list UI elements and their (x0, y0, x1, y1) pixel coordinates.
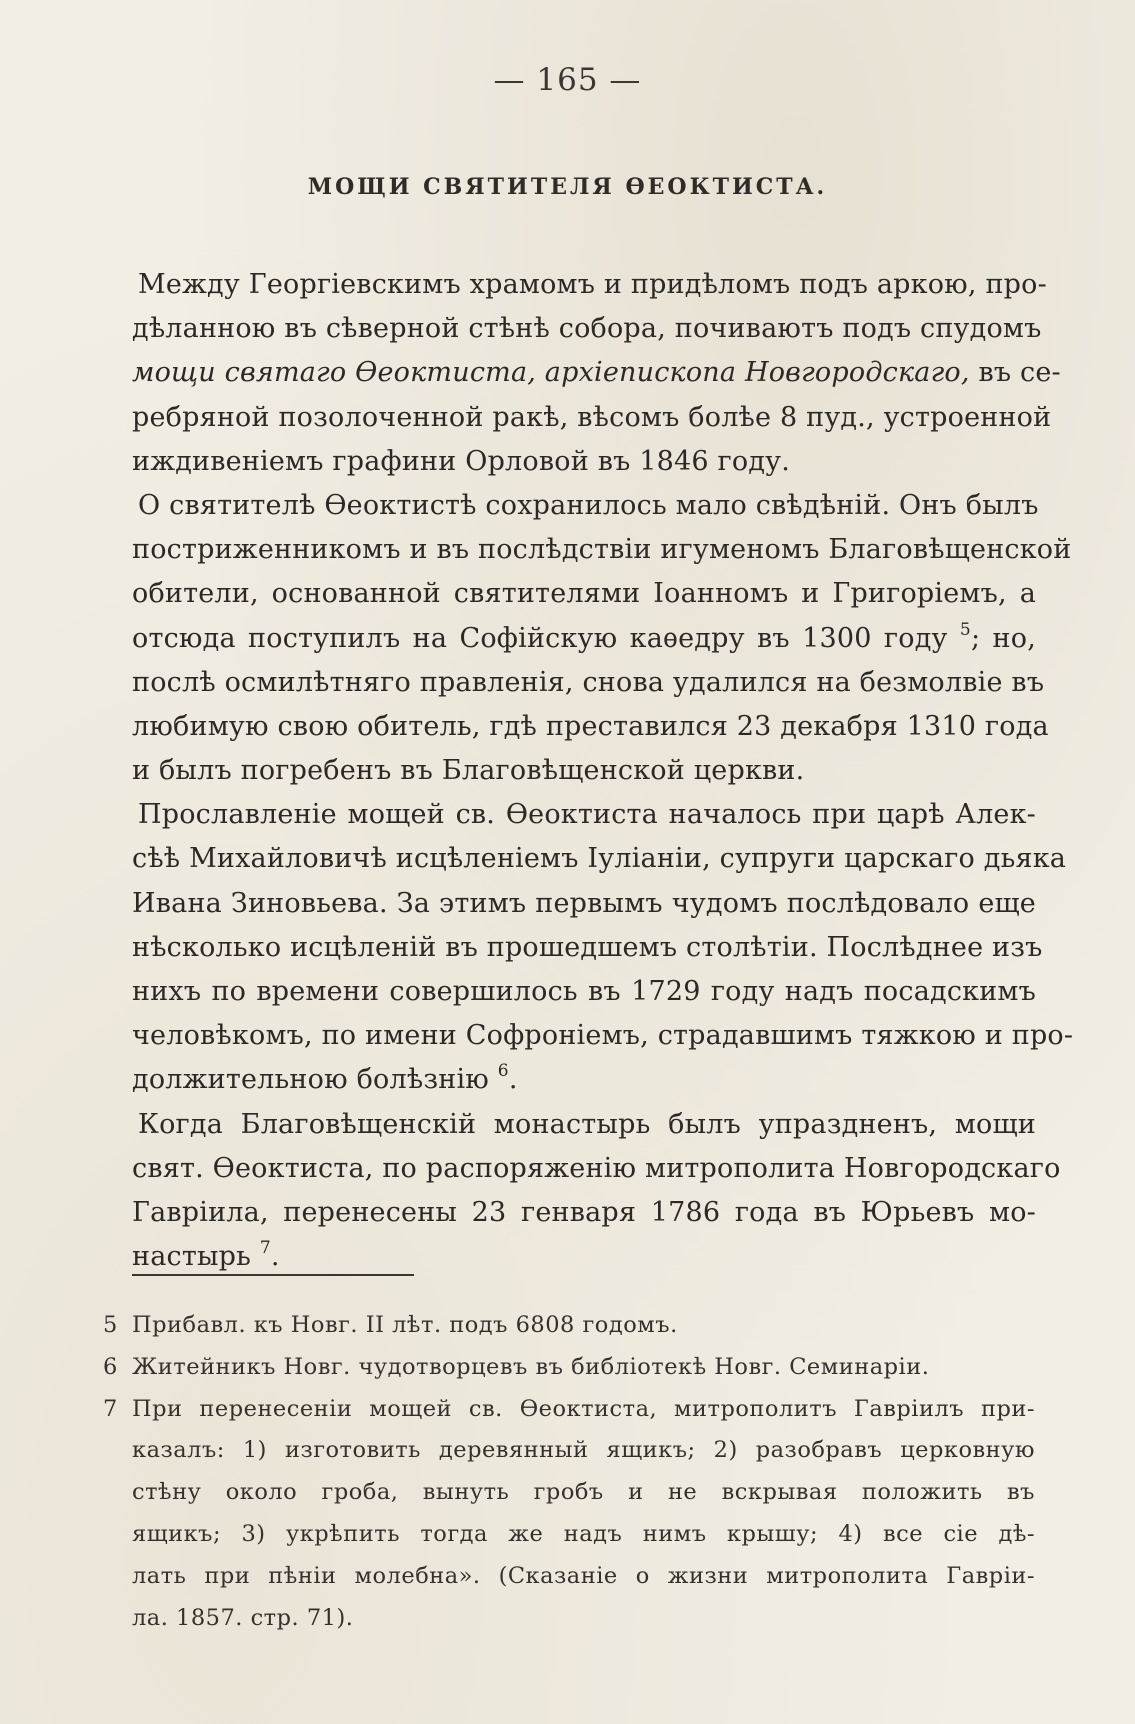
text-line: обители, основанной святителями Іоанномъ и Григоріемъ, а (132, 578, 1036, 610)
footnote-line: стѣну около гроба, вынуть гробъ и не вскрывая положить въ (132, 1479, 1035, 1506)
text-line: иждивеніемъ графини Орловой въ 1846 году. (132, 445, 791, 477)
text-fragment: . (508, 1064, 518, 1096)
footnote (103, 1347, 1035, 1389)
text-line: человѣкомъ, по имени Софроніемъ, страдавшимъ тяжкою и про- (132, 1020, 1074, 1052)
italic-phrase: мощи святаго Ѳеоктиста, архіепископа Новгородскаго, (132, 357, 970, 389)
footnotes (103, 1305, 1035, 1639)
text-line: Ивана Зиновьева. За этимъ первымъ чудомъ послѣдовало еще (132, 887, 1036, 919)
footnote-ref[interactable]: 5 (959, 619, 971, 640)
footnote-divider (132, 1274, 414, 1276)
text-line (132, 351, 1061, 395)
text-line: ребряной позолоченной ракѣ, вѣсомъ болѣе 8 пуд., устроенной (132, 401, 1052, 433)
text-line (132, 1235, 1036, 1279)
text-line: свят. Ѳеоктиста, по распоряженію митрополита Новгородскаго (132, 1152, 1061, 1184)
text-fragment: въ се- (969, 357, 1061, 389)
footnote-text: Прибавл. къ Новг. II лѣт. подъ 6808 годомъ. (132, 1312, 678, 1338)
footnote-line: лать при пѣніи молебна». (Сказаніе о жизни митрополита Гавріи- (132, 1562, 1035, 1589)
text-line (132, 617, 1036, 661)
footnote (103, 1389, 1035, 1431)
text-line: Прославленіе мощей св. Ѳеоктиста началось при царѣ Алек- (138, 799, 1036, 831)
text-fragment: . (270, 1241, 280, 1273)
text-line: постриженникомъ и въ послѣдствіи игуменомъ Благовѣщенской (132, 534, 1072, 566)
footnote-number: 7 (103, 1395, 118, 1422)
text-fragment: ; но, (970, 622, 1036, 654)
text-line: послѣ осмилѣтняго правленія, снова удалился на безмолвіе въ (132, 666, 1045, 698)
footnote-line: ла. 1857. стр. 71). (132, 1604, 354, 1631)
footnote-ref[interactable]: 7 (259, 1238, 271, 1259)
footnote-line: ящикъ; 3) укрѣпить тогда же надъ нимъ крышу; 4) все сіе дѣ- (132, 1520, 1035, 1547)
footnote-number: 6 (103, 1353, 118, 1380)
page-number: — 165 — (493, 62, 642, 98)
footnote-text: При перенесеніи мощей св. Ѳеоктиста, митрополитъ Гавріилъ при- (132, 1395, 1035, 1422)
text-line: любимую свою обитель, гдѣ преставился 23 декабря 1310 года (132, 710, 1049, 742)
main-text (132, 263, 1074, 1279)
text-line: О святителѣ Ѳеоктистѣ сохранилось мало свѣдѣній. Онъ былъ (138, 489, 1039, 521)
footnote-line: казалъ: 1) изготовить деревянный ящикъ; 2) разобравъ церковную (132, 1437, 1035, 1464)
text-line: Гавріила, перенесены 23 генваря 1786 года въ Юрьевъ мо- (132, 1196, 1036, 1228)
text-line: дѣланною въ сѣверной стѣнѣ собора, почиваютъ подъ спудомъ (132, 313, 1042, 345)
text-fragment: настырь (132, 1241, 252, 1273)
text-line: Когда Благовѣщенскій монастырь былъ упраздненъ, мощи (138, 1108, 1036, 1140)
text-fragment: должительною болѣзнію (132, 1064, 489, 1096)
text-fragment: отсюда поступилъ на Софійскую каѳедру въ 1300 году (132, 622, 948, 654)
footnote (103, 1305, 1035, 1347)
footnote-text: Житейникъ Новг. чудотворцевъ въ библіотекѣ Новг. Семинаріи. (132, 1353, 930, 1380)
footnote-ref[interactable]: 6 (497, 1061, 509, 1082)
text-line (132, 1058, 1036, 1102)
chapter-heading: МОЩИ СВЯТИТЕЛЯ ѲЕОКТИСТА. (307, 174, 828, 200)
text-line: Между Георгіевскимъ храмомъ и придѣломъ подъ аркою, про- (138, 269, 1047, 300)
text-line: сѣѣ Михайловичѣ исцѣленіемъ Іуліаніи, супруги царскаго дьяка (132, 843, 1067, 875)
text-line: нихъ по времени совершилось въ 1729 году надъ посадскимъ (132, 976, 1036, 1007)
text-line: нѣсколько исцѣленій въ прошедшемъ столѣтіи. Послѣднее изъ (132, 931, 1043, 963)
footnote-number: 5 (103, 1312, 118, 1338)
text-line: и былъ погребенъ въ Благовѣщенской церкви. (132, 755, 805, 787)
